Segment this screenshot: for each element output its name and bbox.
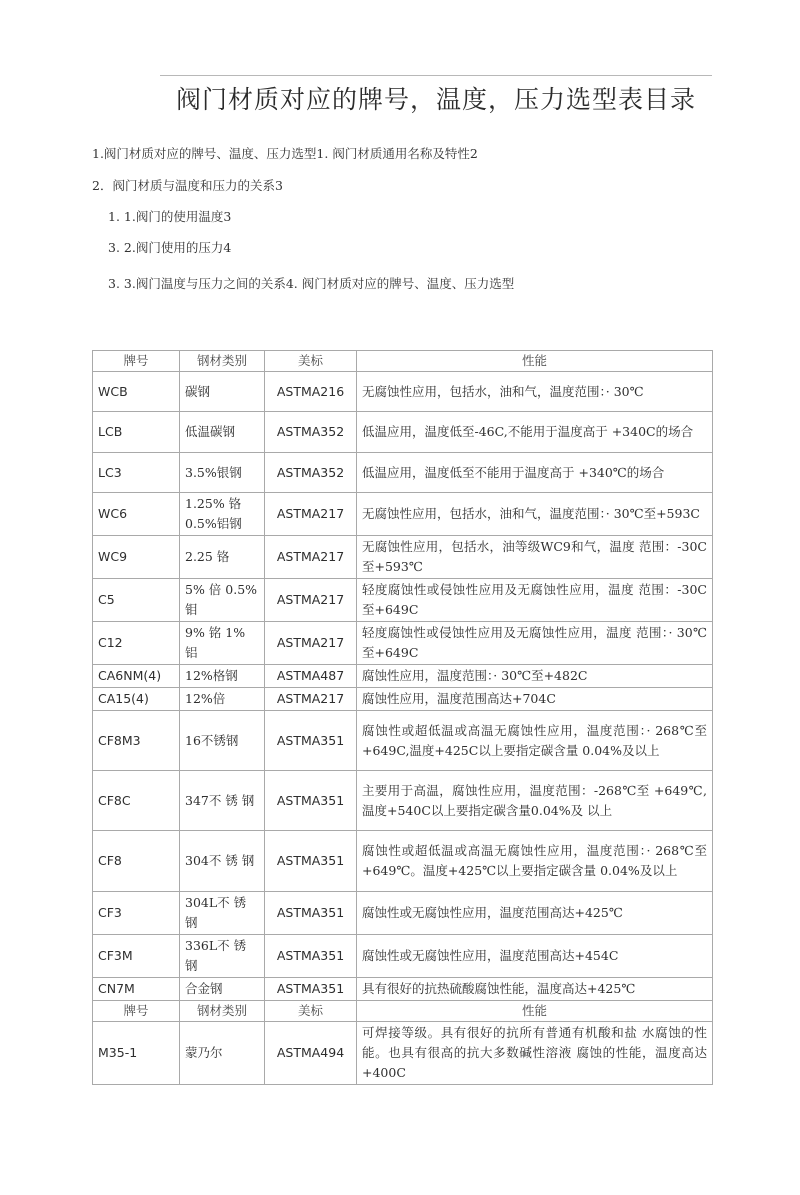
performance-cell: 腐蚀性或无腐蚀性应用，温度范围高达+454C [357,935,713,978]
column-header: 美标 [265,1001,357,1022]
steel-type-cell: 12%格钢 [180,665,265,688]
performance-cell: 可焊接等级。具有很好的抗所有普通有机酸和盐 水腐蚀的性能。也具有很高的抗大多数碱性溶液 腐蚀的性能，温度高达+400C [357,1022,713,1085]
grade-cell: LC3 [93,453,180,493]
column-header: 性能 [357,351,713,372]
grade-cell: CF8C [93,771,180,831]
table-header-row [93,1001,713,1022]
valve-material-table [92,350,713,1085]
grade-cell: CF8 [93,831,180,892]
grade-cell: CF8M3 [93,711,180,771]
table-row [93,771,713,831]
standard-cell: ASTMA217 [265,536,357,579]
steel-type-cell: 9% 铭 1% 铝 [180,622,265,665]
table-row [93,831,713,892]
grade-cell: WCB [93,372,180,412]
steel-type-cell: 16不锈钢 [180,711,265,771]
steel-type-cell: 碳钢 [180,372,265,412]
table-row [93,978,713,1001]
standard-cell: ASTMA351 [265,978,357,1001]
toc-entry[interactable]: 3. 3.阀门温度与压力之间的关系4. 阀门材质对应的牌号、温度、压力选型 [108,276,515,291]
performance-cell: 轻度腐蚀性或侵蚀性应用及无腐蚀性应用，温度 范围：· 30℃至+649C [357,622,713,665]
column-header: 牌号 [93,1001,180,1022]
standard-cell: ASTMA216 [265,372,357,412]
table-row [93,579,713,622]
standard-cell: ASTMA487 [265,665,357,688]
performance-cell: 低温应用，温度低至-46C,不能用于温度高于 +340C的场合 [357,412,713,453]
steel-type-cell: 347不 锈 钢 [180,771,265,831]
table-row [93,688,713,711]
performance-cell: 腐蚀性应用，温度范围高达+704C [357,688,713,711]
toc-entry[interactable]: 3. 2.阀门使用的压力4 [108,240,232,255]
table-row [93,622,713,665]
standard-cell: ASTMA351 [265,831,357,892]
steel-type-cell: 合金钢 [180,978,265,1001]
table-row [93,892,713,935]
performance-cell: 无腐蚀性应用，包括水，油和气，温度范围：· 30℃至+593C [357,493,713,536]
performance-cell: 主要用于高温，腐蚀性应用，温度范围：-268℃至 +649℃,温度+540C以上要指定碳含量0.04%及 以上 [357,771,713,831]
grade-cell: WC6 [93,493,180,536]
steel-type-cell: 1.25% 铬 0.5%铝钢 [180,493,265,536]
header-rule [160,75,712,76]
standard-cell: ASTMA351 [265,711,357,771]
standard-cell: ASTMA217 [265,493,357,536]
grade-cell: CA6NM(4) [93,665,180,688]
standard-cell: ASTMA352 [265,453,357,493]
performance-cell: 无腐蚀性应用，包括水，油和气，温度范围：· 30℃ [357,372,713,412]
standard-cell: ASTMA217 [265,622,357,665]
page-title: 阀门材质对应的牌号，温度，压力选型表目录 [175,85,696,114]
performance-cell: 腐蚀性应用，温度范围：· 30℃至+482C [357,665,713,688]
standard-cell: ASTMA494 [265,1022,357,1085]
steel-type-cell: 3.5%银钢 [180,453,265,493]
performance-cell: 腐蚀性或无腐蚀性应用，温度范围高达+425℃ [357,892,713,935]
grade-cell: CN7M [93,978,180,1001]
steel-type-cell: 336L不 锈 钢 [180,935,265,978]
table-row [93,453,713,493]
table-row [93,665,713,688]
toc-entry[interactable]: 2．阀门材质与温度和压力的关系3 [92,178,283,193]
performance-cell: 轻度腐蚀性或侵蚀性应用及无腐蚀性应用，温度 范围：-30C至+649C [357,579,713,622]
steel-type-cell: 304不 锈 钢 [180,831,265,892]
table-row [93,1022,713,1085]
column-header: 钢材类别 [180,1001,265,1022]
standard-cell: ASTMA351 [265,935,357,978]
steel-type-cell: 蒙乃尔 [180,1022,265,1085]
toc-entry[interactable]: 1. 1.阀门的使用温度3 [108,209,232,224]
table-header-row [93,351,713,372]
performance-cell: 腐蚀性或超低温或高温无腐蚀性应用，温度范围：· 268℃至+649C,温度+425C以上要指定碳含量 0.04%及以上 [357,711,713,771]
standard-cell: ASTMA351 [265,892,357,935]
grade-cell: C12 [93,622,180,665]
performance-cell: 腐蚀性或超低温或高温无腐蚀性应用，温度范围：· 268℃至+649℃。温度+425℃以上要指定碳含量 0.04%及以上 [357,831,713,892]
grade-cell: LCB [93,412,180,453]
steel-type-cell: 12%倍 [180,688,265,711]
steel-type-cell: 5% 倍 0.5% 钼 [180,579,265,622]
grade-cell: CF3M [93,935,180,978]
grade-cell: C5 [93,579,180,622]
toc-entry[interactable]: 1.阀门材质对应的牌号、温度、压力选型1. 阀门材质通用名称及特性2 [92,146,478,161]
column-header: 性能 [357,1001,713,1022]
table-row [93,493,713,536]
standard-cell: ASTMA351 [265,771,357,831]
steel-type-cell: 低温碳钢 [180,412,265,453]
grade-cell: CA15(4) [93,688,180,711]
column-header: 钢材类别 [180,351,265,372]
grade-cell: M35-1 [93,1022,180,1085]
performance-cell: 具有很好的抗热硫酸腐蚀性能，温度高达+425℃ [357,978,713,1001]
standard-cell: ASTMA352 [265,412,357,453]
table-row [93,711,713,771]
column-header: 美标 [265,351,357,372]
standard-cell: ASTMA217 [265,688,357,711]
grade-cell: WC9 [93,536,180,579]
performance-cell: 无腐蚀性应用，包括水，油等级WC9和气，温度 范围：-30C至+593℃ [357,536,713,579]
standard-cell: ASTMA217 [265,579,357,622]
performance-cell: 低温应用，温度低至不能用于温度高于 +340℃的场合 [357,453,713,493]
table-row [93,935,713,978]
table-row [93,372,713,412]
table-row [93,536,713,579]
steel-type-cell: 2.25 铬 [180,536,265,579]
column-header: 牌号 [93,351,180,372]
grade-cell: CF3 [93,892,180,935]
steel-type-cell: 304L不 锈 钢 [180,892,265,935]
table-row [93,412,713,453]
